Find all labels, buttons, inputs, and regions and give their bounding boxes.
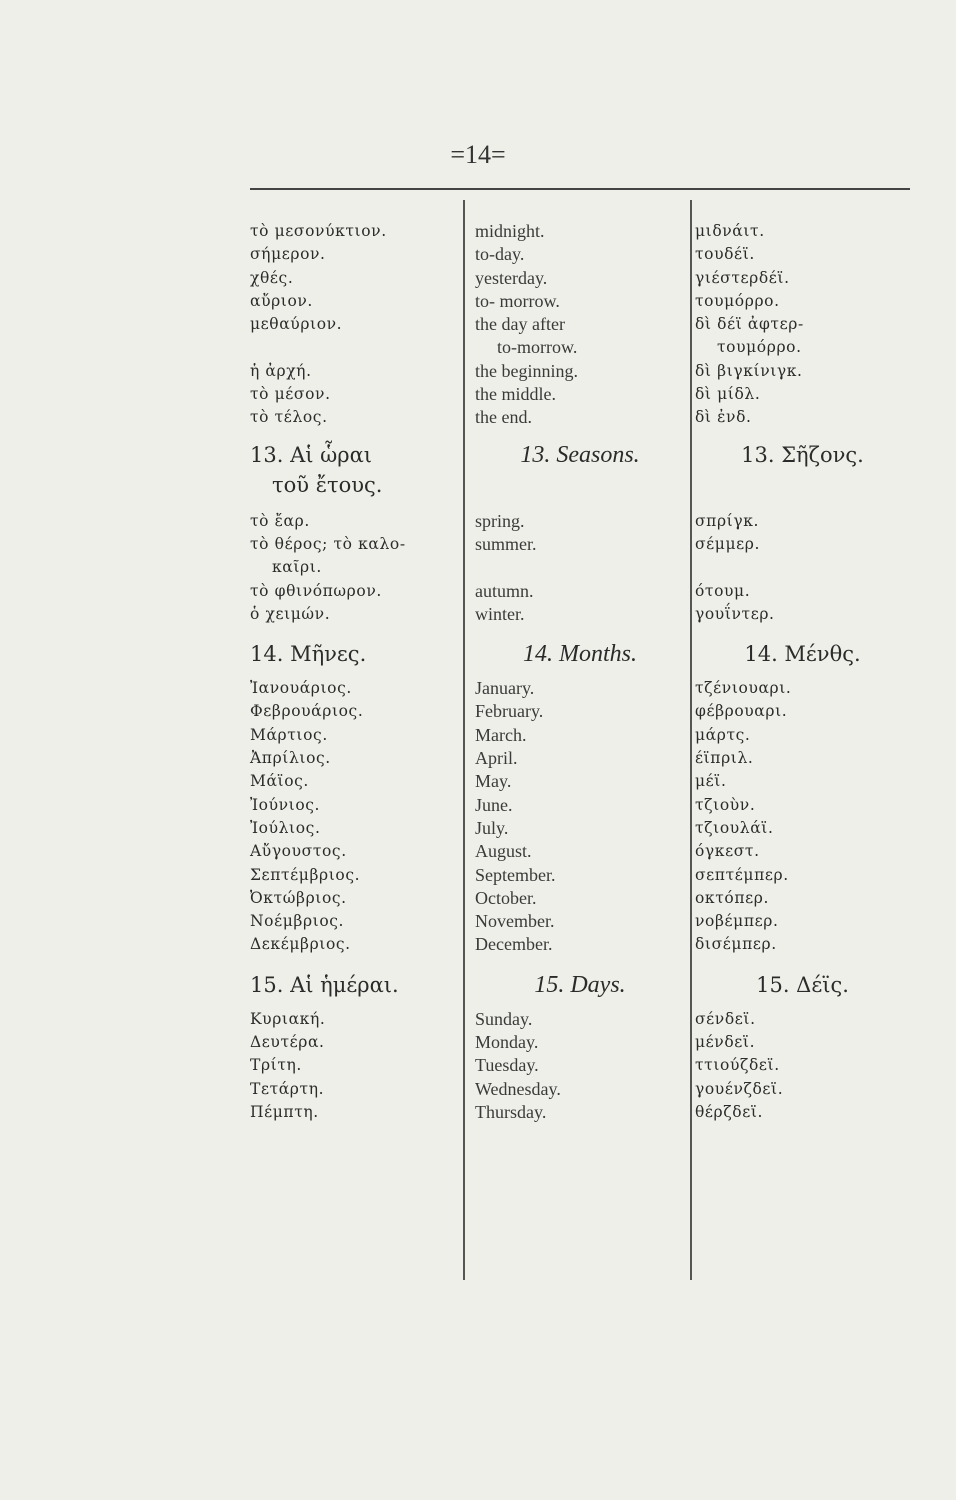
english-entry: the end.	[475, 407, 532, 428]
english-entry: September.	[475, 864, 556, 885]
pronunciation-column	[695, 220, 910, 1124]
english-entry: June.	[475, 794, 513, 815]
pronunciation-entry: δὶ ἐνδ.	[695, 408, 752, 427]
english-entry: Tuesday.	[475, 1055, 539, 1076]
pronunciation-entry: δισέμπερ.	[695, 935, 777, 954]
english-entry: to-morrow.	[497, 337, 578, 358]
section-13-greek-heading: 13. Αἱ ὧραι	[250, 442, 373, 467]
english-entry: Monday.	[475, 1032, 539, 1053]
greek-entry: Κυριακή.	[250, 1009, 326, 1028]
greek-entry: Αὔγουστος.	[250, 842, 347, 861]
pronunciation-entry: τζιουλάϊ.	[695, 818, 774, 837]
greek-entry: σήμερον.	[250, 245, 326, 264]
english-entry: August.	[475, 841, 532, 862]
section-13-greek-heading-cont: τοῦ ἔτους.	[272, 472, 383, 497]
pronunciation-entry: οκτόπερ.	[695, 888, 769, 907]
greek-entry: Δεκέμβριος.	[250, 935, 351, 954]
top-rule	[250, 188, 910, 190]
english-entry: May.	[475, 771, 512, 792]
section-13-english-heading: 13. Seasons.	[520, 441, 640, 468]
english-entry: the middle.	[475, 384, 556, 405]
pronunciation-entry: δὶ μίδλ.	[695, 385, 761, 404]
greek-entry: τὸ μέσον.	[250, 385, 331, 404]
pronunciation-entry: σένδεϊ.	[695, 1009, 756, 1028]
greek-entry: Πέμπτη.	[250, 1102, 319, 1121]
pronunciation-entry: γουΐντερ.	[695, 604, 775, 623]
greek-column	[250, 220, 455, 1124]
english-entry: the beginning.	[475, 360, 578, 381]
english-entry: summer.	[475, 533, 537, 554]
english-entry: December.	[475, 934, 553, 955]
greek-entry: χθές.	[250, 268, 294, 287]
pronunciation-entry: τζιοὺν.	[695, 795, 756, 814]
pronunciation-entry: ττιούζδεϊ.	[695, 1056, 780, 1075]
section-13-pronunciation-heading: 13. Σῆζονς.	[741, 442, 864, 467]
english-entry: yesterday.	[475, 267, 548, 288]
section-14-greek-heading: 14. Μῆνες.	[250, 642, 367, 667]
greek-entry: ἡ ἀρχή.	[250, 361, 312, 380]
pronunciation-entry: τουμόρρο.	[695, 291, 780, 310]
pronunciation-entry: φέβρουαρι.	[695, 702, 788, 721]
greek-entry: Φεβρουάριος.	[250, 702, 364, 721]
pronunciation-entry: τουμόρρο.	[717, 338, 802, 357]
english-entry: winter.	[475, 603, 525, 624]
greek-entry: αὔριον.	[250, 291, 313, 310]
pronunciation-entry: μένδεϊ.	[695, 1033, 756, 1052]
greek-entry: Μάϊος.	[250, 772, 309, 791]
english-entry: midnight.	[475, 221, 545, 241]
pronunciation-entry: γιέστερδέϊ.	[695, 268, 790, 287]
greek-entry: Νοέμβριος.	[250, 912, 345, 931]
english-entry: March.	[475, 724, 527, 745]
greek-entry: τὸ μεσονύκτιον.	[250, 222, 387, 240]
pronunciation-entry: μιδνάιτ.	[695, 222, 765, 240]
english-entry: February.	[475, 701, 544, 722]
greek-entry: Ἰούνιος.	[250, 795, 321, 814]
english-entry: November.	[475, 911, 555, 932]
greek-entry: τὸ θέρος; τὸ καλο-	[250, 534, 406, 553]
pronunciation-entry: σέμμερ.	[695, 534, 761, 553]
english-entry	[475, 556, 685, 579]
english-entry: January.	[475, 678, 535, 699]
greek-entry: Τετάρτη.	[250, 1079, 325, 1098]
section-14-english-heading: 14. Months.	[523, 641, 637, 668]
pronunciation-entry: σπρίγκ.	[695, 511, 760, 530]
section-15-pronunciation-heading: 15. Δέϊς.	[756, 972, 849, 997]
greek-entry: Σεπτέμβριος.	[250, 865, 361, 884]
pronunciation-entry: μάρτς.	[695, 725, 751, 744]
pronunciation-entry: τζένιουαρι.	[695, 679, 792, 698]
section-15-greek-heading: 15. Αἱ ἡμέραι.	[250, 972, 399, 997]
greek-entry: Δευτέρα.	[250, 1033, 325, 1052]
pronunciation-entry: δὶ δέϊ ἀφτερ-	[695, 315, 804, 334]
english-entry: to- morrow.	[475, 290, 560, 311]
pronunciation-entry: έϊπριλ.	[695, 749, 754, 768]
english-entry: April.	[475, 748, 518, 769]
pronunciation-entry: σεπτέμπερ.	[695, 865, 789, 884]
section-15-english-heading: 15. Days.	[534, 971, 626, 998]
english-entry: to-day.	[475, 244, 525, 265]
section-14-pronunciation-heading: 14. Μένθς.	[744, 642, 861, 667]
column-divider-2	[690, 200, 692, 1280]
greek-entry: τὸ τέλος.	[250, 408, 328, 427]
greek-entry: τὸ ἔαρ.	[250, 511, 310, 530]
english-entry: October.	[475, 887, 537, 908]
english-entry: Sunday.	[475, 1008, 533, 1029]
english-column	[475, 220, 685, 1124]
pronunciation-entry	[695, 556, 910, 579]
greek-entry	[250, 336, 455, 359]
pronunciation-entry: θέρζδεϊ.	[695, 1102, 764, 1121]
greek-entry: ὁ χειμών.	[250, 604, 331, 623]
pronunciation-entry: ότουμ.	[695, 581, 751, 600]
pronunciation-entry: νοβέμπερ.	[695, 912, 779, 931]
column-divider-1	[463, 200, 465, 1280]
pronunciation-entry: τουδέϊ.	[695, 245, 755, 264]
english-entry: the day after	[475, 314, 565, 335]
greek-entry: Τρίτη.	[250, 1056, 302, 1075]
english-entry: autumn.	[475, 580, 534, 601]
greek-entry: τὸ φθινόπωρον.	[250, 581, 382, 600]
page-number: =14=	[450, 140, 506, 169]
english-entry: Wednesday.	[475, 1078, 561, 1099]
greek-entry: Ὀκτώβριος.	[250, 888, 347, 907]
english-entry: Thursday.	[475, 1101, 547, 1122]
pronunciation-entry: δὶ βιγκίνιγκ.	[695, 361, 803, 380]
english-entry: spring.	[475, 510, 525, 531]
greek-entry: Ἰανουάριος.	[250, 679, 352, 698]
pronunciation-entry: μέϊ.	[695, 772, 727, 791]
greek-entry: Μάρτιος.	[250, 725, 328, 744]
pronunciation-entry: όγκεστ.	[695, 842, 760, 861]
greek-entry: Ἀπρίλιος.	[250, 749, 331, 768]
greek-entry: καῖρι.	[272, 558, 322, 577]
pronunciation-entry: γουένζδεϊ.	[695, 1079, 784, 1098]
greek-entry: μεθαύριον.	[250, 315, 343, 334]
greek-entry: Ἰούλιος.	[250, 818, 321, 837]
english-entry: July.	[475, 817, 509, 838]
